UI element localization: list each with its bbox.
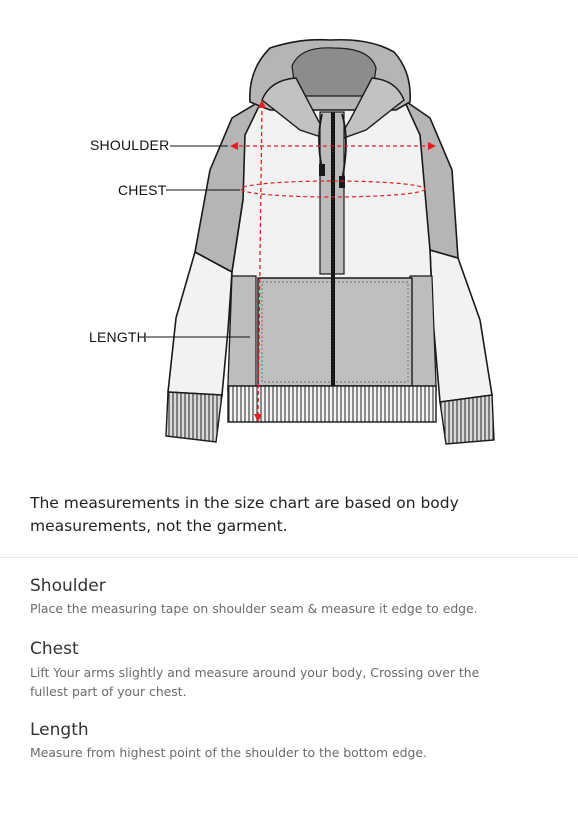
length-description: Measure from highest point of the shoulder to the bottom edge. [30,745,427,760]
measurement-note: The measurements in the size chart are based on body measurements, not the garment. [30,494,459,535]
right-cuff [440,395,494,444]
label-chest: CHEST [118,182,167,198]
length-title: Length [30,720,89,740]
right-sleeve-lower [430,250,492,402]
divider [0,557,578,558]
shoulder-description: Place the measuring tape on shoulder seam & measure it edge to edge. [30,601,478,616]
right-side-panel [410,276,436,386]
chest-title: Chest [30,639,79,659]
label-length: LENGTH [89,329,147,345]
chest-description: Lift Your arms slightly and measure around your body, Crossing over the fullest part of your chest. [30,665,480,699]
left-sleeve-lower [168,252,232,395]
left-side-panel [228,276,256,386]
left-cuff [166,392,222,442]
hood-inner [292,48,376,96]
label-shoulder: SHOULDER [90,137,170,153]
shoulder-title: Shoulder [30,576,106,596]
